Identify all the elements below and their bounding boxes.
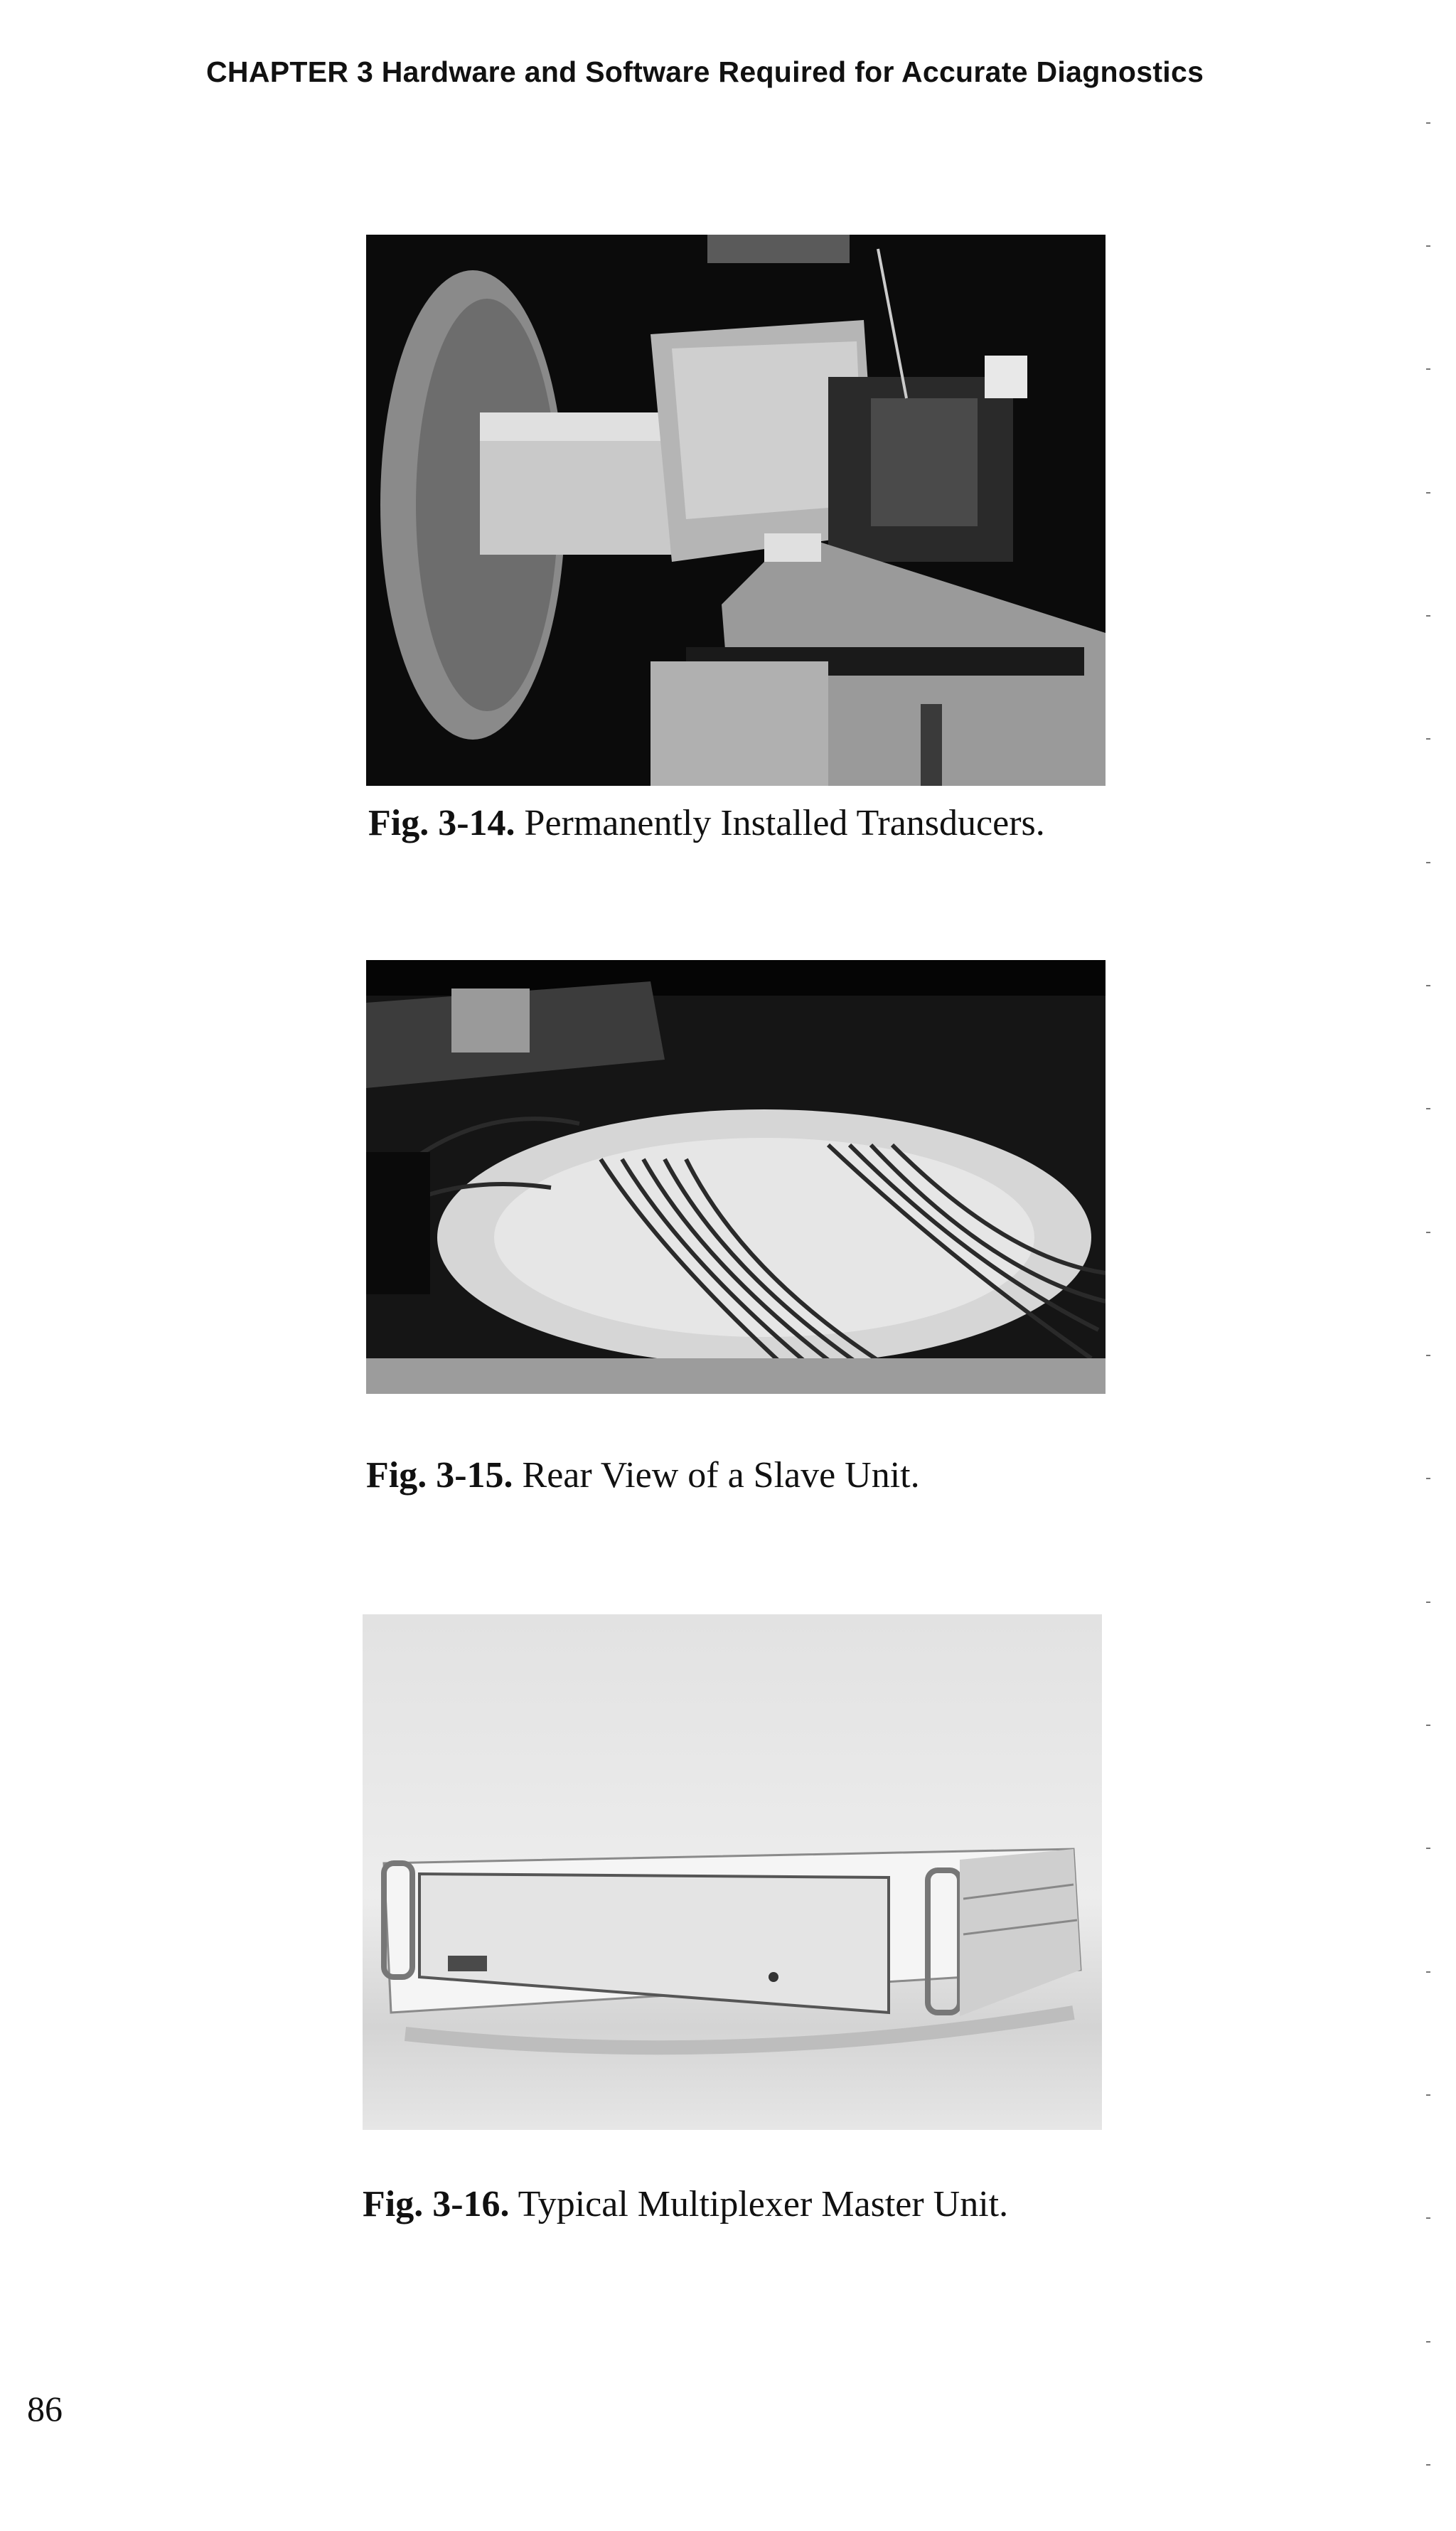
margin-tick — [1426, 1602, 1430, 1603]
figure-3-16-photo — [363, 1614, 1102, 2130]
margin-tick — [1426, 1232, 1430, 1233]
margin-tick — [1426, 862, 1430, 863]
margin-tick — [1426, 368, 1430, 370]
page-number: 86 — [27, 2389, 63, 2429]
margin-tick — [1426, 985, 1430, 986]
figure-3-14-caption — [368, 802, 1045, 844]
margin-tick — [1426, 1725, 1430, 1726]
running-head: CHAPTER 3 Hardware and Software Required for Accurate Diagnostics — [206, 55, 1204, 88]
figure-3-15-label: Fig. 3-15. — [366, 1455, 513, 1496]
figure-3-16-caption — [363, 2183, 1008, 2225]
margin-tick — [1426, 122, 1430, 124]
margin-tick — [1426, 2094, 1430, 2096]
figure-3-15-caption — [366, 1454, 920, 1496]
margin-tick — [1426, 1848, 1430, 1849]
margin-tick — [1426, 1108, 1430, 1109]
margin-tick — [1426, 2464, 1430, 2466]
figure-3-16-title: Typical Multiplexer Master Unit. — [518, 2184, 1009, 2224]
margin-tick — [1426, 1355, 1430, 1356]
figure-3-14-label: Fig. 3-14. — [368, 803, 515, 843]
margin-tick — [1426, 2217, 1430, 2219]
margin-tick — [1426, 245, 1430, 247]
figure-3-14-photo — [366, 235, 1106, 786]
margin-tick — [1426, 1478, 1430, 1479]
margin-tick — [1426, 738, 1430, 740]
margin-tick — [1426, 492, 1430, 494]
figure-3-15-title: Rear View of a Slave Unit. — [522, 1455, 920, 1496]
margin-tick — [1426, 1971, 1430, 1973]
figure-3-15-photo — [366, 960, 1106, 1394]
figure-3-16-label: Fig. 3-16. — [363, 2184, 510, 2224]
margin-tick — [1426, 615, 1430, 617]
figure-3-14-title: Permanently Installed Transducers. — [524, 803, 1045, 843]
margin-tick — [1426, 2341, 1430, 2343]
